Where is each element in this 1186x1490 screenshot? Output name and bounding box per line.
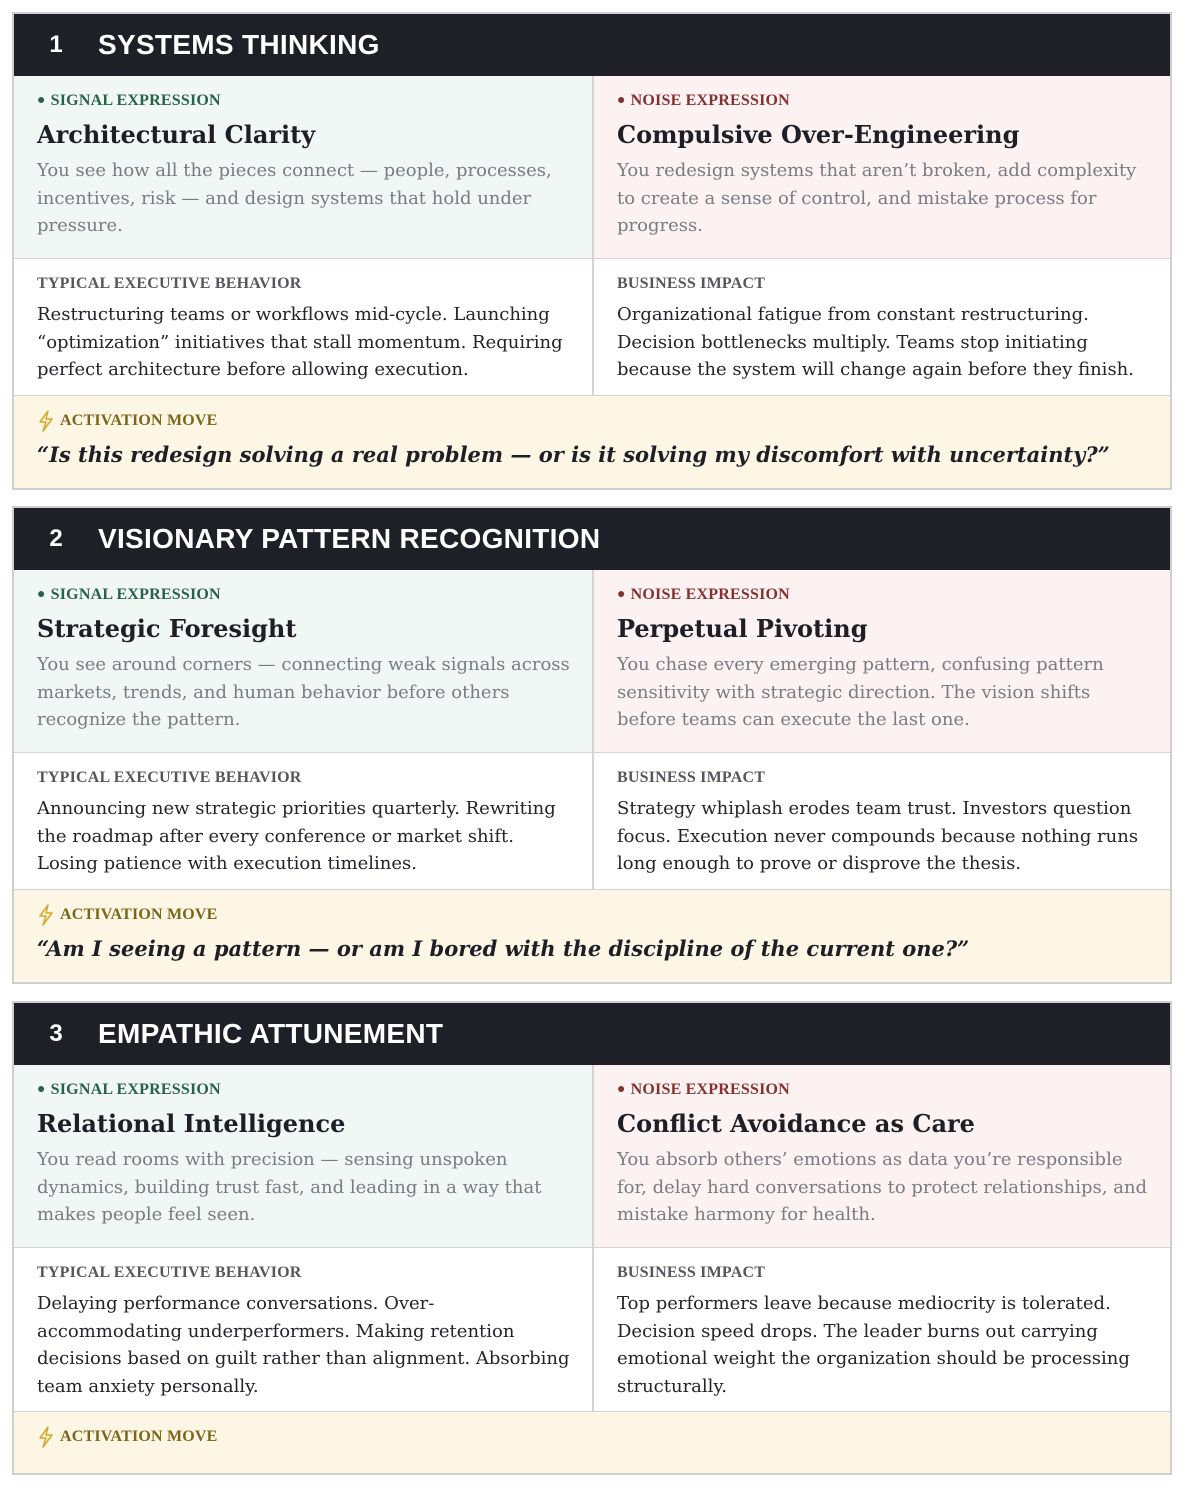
section-title: EMPATHIC ATTUNEMENT [98,1018,444,1049]
noise-label: NOISE EXPRESSION [630,92,790,109]
bullet-dot-icon: ● [37,93,46,108]
lightning-bolt-icon [37,1426,55,1448]
section-header [14,508,1170,570]
section-title: SYSTEMS THINKING [98,29,380,60]
signal-title: Relational Intelligence [37,1109,346,1138]
noise-expression-panel [592,76,1170,258]
noise-expression-panel [592,570,1170,752]
impact-label: BUSINESS IMPACT [617,1264,766,1281]
noise-label: NOISE EXPRESSION [630,1081,790,1098]
activation-quote: “Is this redesign solving a real problem — or is it solving my discomfort with uncertainty?” [37,442,1110,467]
noise-title: Conflict Avoidance as Care [617,1109,975,1138]
section-title: VISIONARY PATTERN RECOGNITION [98,523,601,554]
noise-description: You chase every emerging pattern, confusing pattern sensitivity with strategic direction. The vision shifts before teams can execute the last one. [617,654,1104,730]
behavior-panel [14,1248,592,1411]
signal-title: Strategic Foresight [37,614,297,643]
signal-description: You see how all the pieces connect — people, processes, incentives, risk — and design systems that hold under pressure. [37,160,552,236]
bullet-dot-icon: ● [617,587,626,602]
signal-expression-panel [14,570,592,752]
section-header [14,14,1170,76]
bullet-dot-icon: ● [617,1082,626,1097]
behavior-panel [14,753,592,889]
noise-expression-panel [592,1065,1170,1247]
impact-label: BUSINESS IMPACT [617,275,766,292]
impact-panel [592,1248,1170,1411]
noise-description: You redesign systems that aren’t broken, add complexity to create a sense of control, and mistake process for progress. [617,160,1137,236]
behavior-text: Delaying performance conversations. Over-accommodating underperformers. Making retention decisions based on guilt rather than alignment. Absorbing team anxiety personally. [37,1293,570,1397]
activation-move-panel [14,1411,1170,1475]
impact-panel [592,753,1170,889]
behavior-panel [14,259,592,395]
activation-quote: “Am I seeing a pattern — or am I bored with the discipline of the current one?” [37,936,970,961]
section-card-visionary-pattern-recognition [12,506,1172,984]
signal-expression-panel [14,1065,592,1247]
behavior-text: Announcing new strategic priorities quarterly. Rewriting the roadmap after every conference or market shift. Losing patience with execution timelines. [37,798,556,874]
signal-label: SIGNAL EXPRESSION [50,586,221,603]
impact-label: BUSINESS IMPACT [617,769,766,786]
activation-label: ACTIVATION MOVE [60,412,218,429]
impact-text: Organizational fatigue from constant restructuring. Decision bottlenecks multiply. Teams stop initiating because the system will change again before they finish. [617,304,1134,380]
signal-label: SIGNAL EXPRESSION [50,1081,221,1098]
impact-text: Strategy whiplash erodes team trust. Investors question focus. Execution never compounds because nothing runs long enough to prove or disprove the thesis. [617,798,1139,874]
behavior-label: TYPICAL EXECUTIVE BEHAVIOR [37,1264,302,1281]
noise-description: You absorb others’ emotions as data you’re responsible for, delay hard conversations to protect relationships, and mistake harmony for health. [617,1149,1148,1225]
signal-description: You read rooms with precision — sensing unspoken dynamics, building trust fast, and leading in a way that makes people feel seen. [37,1149,542,1225]
activation-label: ACTIVATION MOVE [60,906,218,923]
behavior-text: Restructuring teams or workflows mid-cycle. Launching “optimization” initiatives that stall momentum. Requiring perfect architecture before allowing execution. [37,304,563,380]
section-card-systems-thinking [12,12,1172,490]
section-number: 2 [49,525,63,552]
section-number: 3 [49,1020,63,1047]
bullet-dot-icon: ● [617,93,626,108]
section-card-empathic-attunement [12,1001,1172,1475]
signal-expression-panel [14,76,592,258]
signal-label: SIGNAL EXPRESSION [50,92,221,109]
behavior-label: TYPICAL EXECUTIVE BEHAVIOR [37,769,302,786]
noise-title: Perpetual Pivoting [617,614,868,643]
noise-label: NOISE EXPRESSION [630,586,790,603]
behavior-label: TYPICAL EXECUTIVE BEHAVIOR [37,275,302,292]
signal-title: Architectural Clarity [37,120,316,149]
activation-move-panel [14,395,1170,490]
impact-panel [592,259,1170,395]
section-number: 1 [49,31,63,58]
bullet-dot-icon: ● [37,587,46,602]
signal-description: You see around corners — connecting weak signals across markets, trends, and human behavior before others recognize the pattern. [37,654,570,730]
lightning-bolt-icon [37,904,55,926]
activation-move-panel [14,889,1170,984]
activation-label: ACTIVATION MOVE [60,1428,218,1445]
section-header [14,1003,1170,1065]
lightning-bolt-icon [37,410,55,432]
bullet-dot-icon: ● [37,1082,46,1097]
impact-text: Top performers leave because mediocrity is tolerated. Decision speed drops. The leader burns out carrying emotional weight the organization should be processing structurally. [617,1293,1130,1397]
noise-title: Compulsive Over-Engineering [617,120,1020,149]
